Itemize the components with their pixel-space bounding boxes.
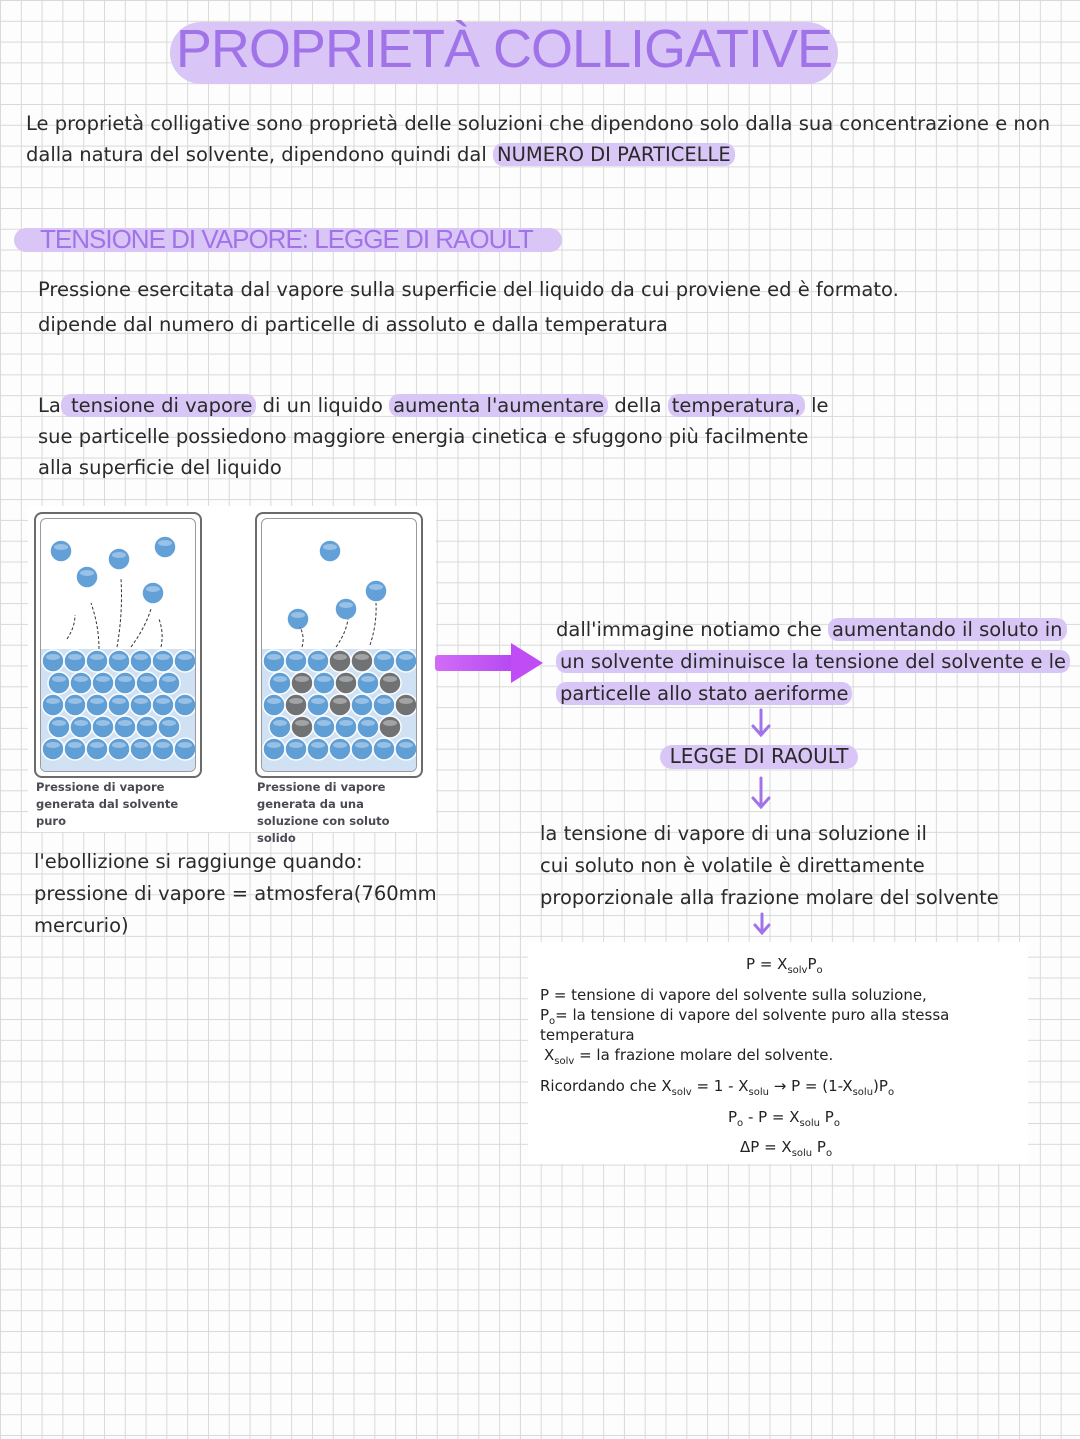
big-arrow-icon	[433, 640, 545, 686]
raoult-line-1: la tensione di vapore di una soluzione il	[540, 822, 927, 845]
raoult-line-2: cui soluto non è volatile è direttamente	[540, 854, 925, 877]
solvent-particle	[395, 738, 416, 760]
solute-particle	[395, 694, 416, 716]
definition-paragraph	[38, 274, 1038, 340]
solvent-particle	[329, 738, 351, 760]
main-formula: $P = X_{solv}P_o$	[746, 955, 823, 976]
solvent-particle	[152, 738, 174, 760]
boiling-line-3: mercurio)	[34, 914, 129, 937]
solute-particle	[379, 672, 401, 694]
solute-particle	[351, 650, 373, 672]
evaporation-arrow	[67, 615, 75, 639]
solvent-particle	[373, 738, 395, 760]
solvent-particle	[174, 738, 195, 760]
solvent-particle	[313, 716, 335, 738]
solvent-particle	[174, 650, 195, 672]
highlight-aumenta: aumenta l'aumentare	[389, 394, 608, 417]
definition-line-2: dipende dal numero di particelle di assoluto e dalla temperatura	[38, 313, 668, 336]
solvent-particle	[154, 536, 176, 558]
observation-highlight-3: particelle allo stato aeriforme	[556, 682, 852, 705]
evaporation-arrow	[159, 619, 162, 647]
solvent-particle	[269, 716, 291, 738]
evaporation-arrow	[117, 579, 122, 647]
solute-particle	[285, 694, 307, 716]
solvent-particle	[130, 650, 152, 672]
solute-particle	[379, 716, 401, 738]
solvent-particle	[365, 580, 387, 602]
boiling-line-1: l'ebollizione si raggiunge quando:	[34, 850, 363, 873]
evaporation-arrow	[336, 619, 348, 647]
boiling-paragraph	[34, 846, 454, 942]
solvent-particle	[130, 694, 152, 716]
recall-formula: Ricordando che $X_{solv} = 1 - X_{solu} \to P = (1-X_{solu})P_o$	[540, 1077, 895, 1098]
beaker-pure-solvent	[34, 512, 202, 778]
solvent-particle	[64, 694, 86, 716]
def-p0-cont: temperatura	[540, 1026, 635, 1044]
boiling-line-2: pressione di vapore = atmosfera(760mm	[34, 882, 437, 905]
solvent-particle	[152, 650, 174, 672]
solvent-particle	[50, 540, 72, 562]
solute-particle	[291, 672, 313, 694]
solvent-particle	[307, 738, 329, 760]
solvent-particle	[42, 694, 64, 716]
down-arrow-icon	[752, 912, 772, 936]
observation-line-1: dall'immagine notiamo che aumentando il soluto in	[556, 614, 1072, 646]
solvent-particle	[307, 694, 329, 716]
solvent-particle	[86, 738, 108, 760]
temperature-paragraph	[38, 390, 838, 483]
solvent-particle	[130, 738, 152, 760]
down-arrow-icon	[750, 708, 772, 738]
caption-pure-solvent: Pressione di vapore generata dal solvente puro	[36, 780, 179, 828]
beaker-solution	[255, 512, 423, 778]
solvent-particle	[313, 672, 335, 694]
solute-particle	[335, 672, 357, 694]
solvent-particle	[174, 694, 195, 716]
beaker-pure-inner	[40, 518, 196, 772]
solvent-particle	[373, 650, 395, 672]
solvent-particle	[263, 694, 285, 716]
solvent-particle	[42, 738, 64, 760]
solvent-particle	[64, 738, 86, 760]
observation-line-3	[556, 678, 1072, 710]
evaporation-arrow	[131, 609, 151, 647]
solvent-particle	[285, 738, 307, 760]
solvent-particle	[108, 548, 130, 570]
solvent-particle	[86, 650, 108, 672]
solvent-particle	[287, 608, 309, 630]
down-arrow-icon	[750, 776, 772, 810]
solvent-particle	[158, 672, 180, 694]
solvent-particle	[114, 716, 136, 738]
raoult-statement	[540, 818, 1010, 914]
intro-line-1: Le proprietà colligative sono proprietà delle soluzioni che dipendono solo dalla sua concentrazione e non	[26, 112, 1051, 135]
highlight-tensione: tensione di vapore	[61, 394, 257, 417]
highlight-temperatura: temperatura,	[668, 394, 805, 417]
solvent-particle	[335, 598, 357, 620]
solvent-particle	[269, 672, 291, 694]
solvent-particle	[142, 582, 164, 604]
solvent-particle	[48, 672, 70, 694]
solvent-particle	[357, 716, 379, 738]
solvent-particle	[70, 716, 92, 738]
solvent-particle	[351, 694, 373, 716]
solvent-particle	[64, 650, 86, 672]
solvent-particle	[158, 716, 180, 738]
pure-solvent-diagram	[41, 519, 195, 771]
solution-diagram	[262, 519, 416, 771]
solvent-particle	[373, 694, 395, 716]
solvent-particle	[136, 716, 158, 738]
solute-particle	[291, 716, 313, 738]
solvent-particle	[92, 716, 114, 738]
solute-particle	[329, 694, 351, 716]
solvent-particle	[48, 716, 70, 738]
def-x: $X_{solv}$ = la frazione molare del solvente.	[544, 1046, 834, 1067]
delta-formula: $\Delta P = X_{solu}$ $P_o$	[740, 1138, 833, 1159]
intro-highlight: NUMERO DI PARTICELLE	[493, 143, 735, 166]
solvent-particle	[76, 566, 98, 588]
solvent-particle	[86, 694, 108, 716]
solvent-particle	[108, 738, 130, 760]
def-p0: $P_o=$ la tensione di vapore del solvente puro alla stessa	[540, 1006, 950, 1027]
caption-solution: Pressione di vapore generata da una soluzione con soluto solido	[257, 780, 390, 845]
solvent-particle	[307, 650, 329, 672]
solvent-particle	[70, 672, 92, 694]
solvent-particle	[114, 672, 136, 694]
solvent-particle	[351, 738, 373, 760]
beaker-solution-inner	[261, 518, 417, 772]
observation-line-2	[556, 646, 1072, 678]
definition-line-1: Pressione esercitata dal vapore sulla superficie del liquido da cui proviene ed è formato.	[38, 278, 899, 301]
solvent-particle	[285, 650, 307, 672]
solvent-particle	[108, 650, 130, 672]
solvent-particle	[152, 694, 174, 716]
solvent-particle	[395, 650, 416, 672]
evaporation-arrow	[91, 603, 99, 649]
solvent-particle	[42, 650, 64, 672]
def-p: P = tensione di vapore del solvente sulla soluzione,	[540, 986, 927, 1004]
temperature-line-2: sue particelle possiedono maggiore energia cinetica e sfuggono più facilmente	[38, 425, 809, 448]
intro-paragraph	[26, 108, 1066, 170]
observation-highlight-1: aumentando il soluto in	[828, 618, 1067, 641]
temperature-line-3: alla superficie del liquido	[38, 456, 282, 479]
raoult-line-3: proporzionale alla frazione molare del solvente	[540, 886, 999, 909]
solvent-particle	[136, 672, 158, 694]
solute-particle	[329, 650, 351, 672]
raoult-label: LEGGE DI RAOULT	[669, 744, 849, 768]
page-title: PROPRIETÀ COLLIGATIVE	[175, 19, 833, 79]
temperature-line-1: La tensione di vapore di un liquido aumenta l'aumentare della temperatura, le	[38, 394, 829, 417]
solvent-particle	[263, 650, 285, 672]
section-title: TENSIONE DI VAPORE: LEGGE DI RAOULT	[40, 224, 533, 254]
solvent-particle	[335, 716, 357, 738]
solvent-particle	[263, 738, 285, 760]
solvent-particle	[108, 694, 130, 716]
observation-highlight-2: un solvente diminuisce la tensione del solvente e le	[556, 650, 1070, 673]
intro-line-2: dalla natura del solvente, dipendono quindi dal NUMERO DI PARTICELLE	[26, 139, 1066, 170]
evaporation-arrow	[370, 603, 376, 645]
solvent-particle	[319, 540, 341, 562]
difference-formula: $P_o - P = X_{solu}$ $P_o$	[728, 1108, 840, 1129]
observation-paragraph	[556, 614, 1072, 710]
solvent-particle	[357, 672, 379, 694]
solvent-particle	[92, 672, 114, 694]
